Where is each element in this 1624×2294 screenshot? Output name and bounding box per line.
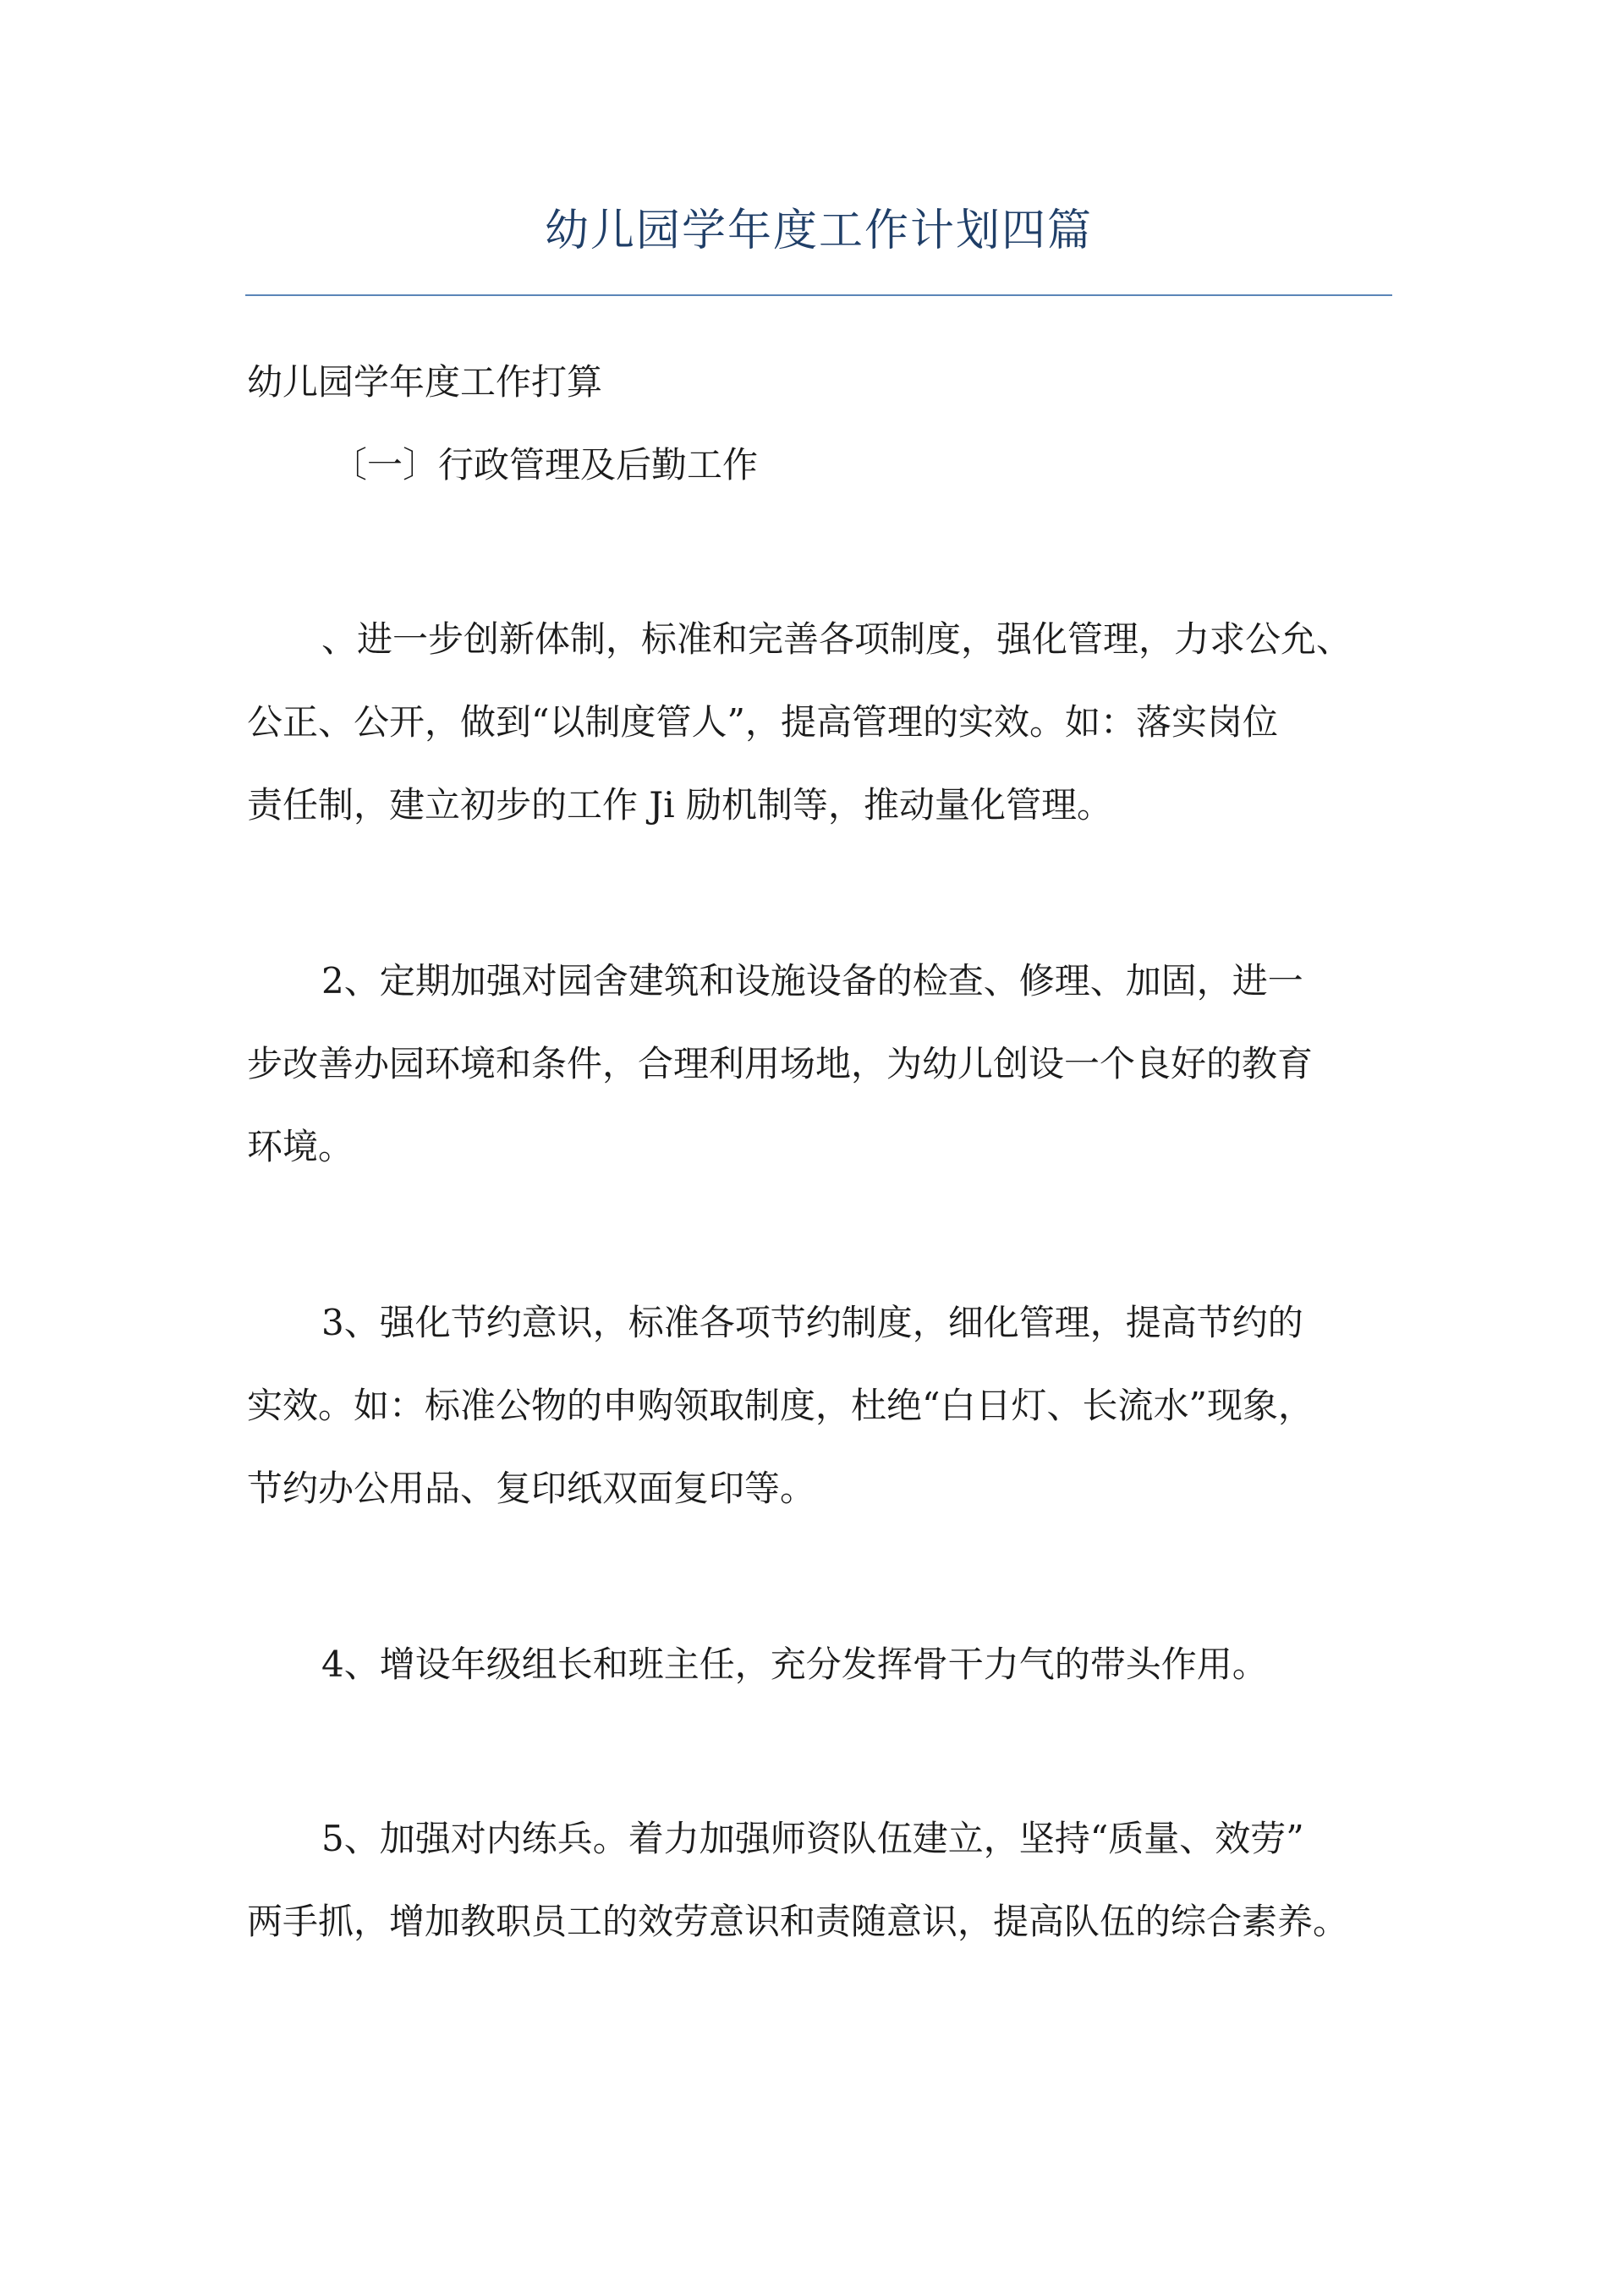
paragraph-line: 环境。 (247, 1126, 354, 1167)
page-title: 幼儿园学年度工作计划四篇 (544, 206, 1093, 256)
paragraph-line: 公正、公开，做到“以制度管人”，提高管理的实效。如：落实岗位 (247, 701, 1278, 743)
title-divider (245, 294, 1392, 296)
paragraph-line: 两手抓，增加教职员工的效劳意识和责随意识，提高队伍的综合素养。 (247, 1901, 1349, 1942)
paragraph-line: 3、强化节约意识，标准各项节约制度，细化管理，提高节约的 (321, 1302, 1303, 1343)
paragraph-line: 责任制，建立初步的工作 Ji 励机制等，推动量化管理。 (247, 784, 1112, 826)
paragraph-line: 2、定期加强对园舍建筑和设施设备的检查、修理、加固，进一 (321, 960, 1303, 1002)
section-heading: 〔一〕行政管理及后勤工作 (332, 444, 759, 486)
paragraph-line: 、进一步创新体制，标准和完善各项制度，强化管理，力求公允、 (321, 618, 1352, 660)
paragraph-line: 实效。如：标准公物的申购领取制度，杜绝“白日灯、长流水”现象， (247, 1385, 1314, 1426)
paragraph-line: 5、加强对内练兵。着力加强师资队伍建立，坚持“质量、效劳” (321, 1818, 1304, 1859)
paragraph-line: 4、增设年级组长和班主任，充分发挥骨干力气的带头作用。 (321, 1644, 1268, 1685)
document-heading: 幼儿园学年度工作打算 (247, 361, 603, 403)
paragraph-line: 步改善办园环境和条件，合理利用场地，为幼儿创设一个良好的教育 (247, 1043, 1314, 1084)
paragraph-line: 节约办公用品、复印纸双面复印等。 (247, 1468, 816, 1509)
